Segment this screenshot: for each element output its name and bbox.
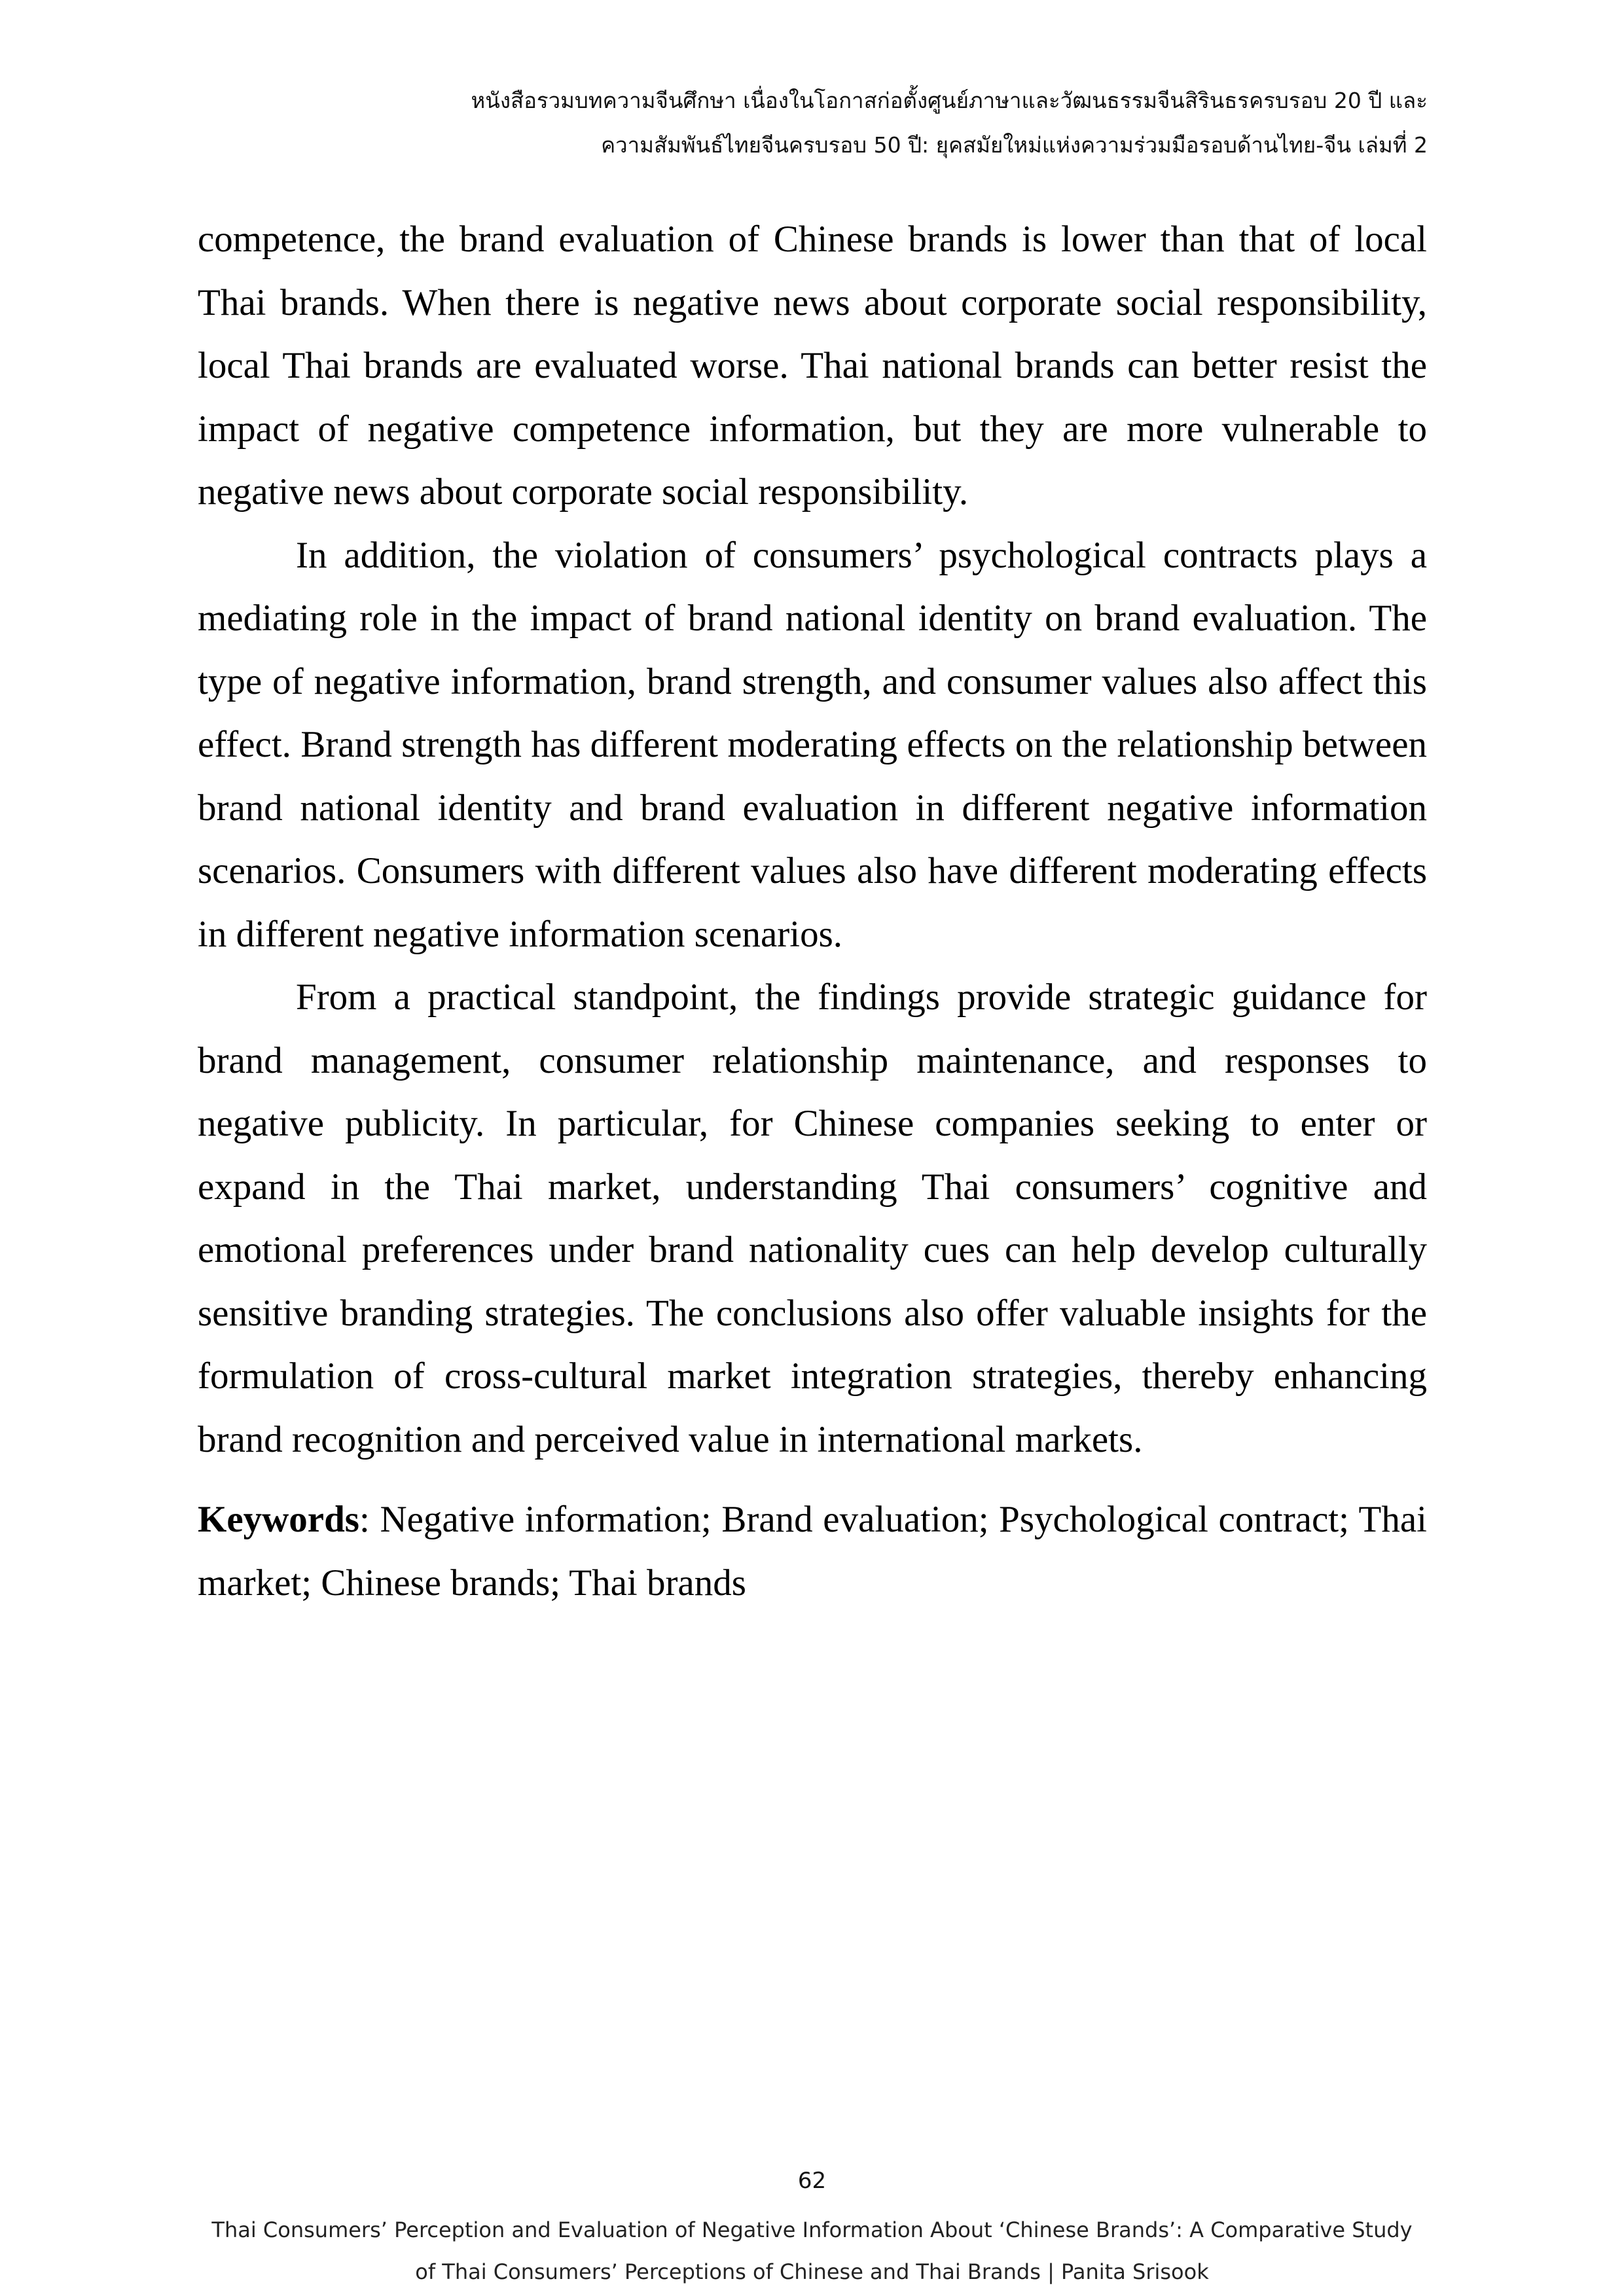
paragraph-2: In addition, the violation of consumers’ psychological contracts plays a mediating role in the impact of brand national identity on brand evaluation. The type of negative information, brand strength, and consumer values also affect this effect. Brand strength has different moderating effects on the relationship between brand national identity and brand evaluation in different negative information scenarios. Consumers with different values also have different moderating effects in different negative information scenarios. <box>198 534 1427 955</box>
running-header-line-1: หนังสือรวมบทความจีนศึกษา เนื่องในโอกาสก่อตั้งศูนย์ภาษาและวัฒนธรรมจีนสิรินธรครบรอบ 20 ปี และ <box>471 88 1428 113</box>
running-footer-line-1: Thai Consumers’ Perception and Evaluation of Negative Information About ‘Chinese Brands’: A Comparative Study <box>211 2217 1413 2242</box>
running-header <box>184 79 1428 168</box>
keywords-label: Keywords <box>198 1499 359 1540</box>
running-footer <box>0 2209 1624 2293</box>
running-footer-line-2: of Thai Consumers’ Perceptions of Chinese and Thai Brands | Panita Srisook <box>415 2259 1209 2284</box>
page-number: 62 <box>797 2168 827 2194</box>
keywords-list: : Negative information; Brand evaluation; Psychological contract; Thai market; Chinese brands; Thai brands <box>198 1499 1427 1604</box>
keywords-paragraph <box>198 1488 1427 1615</box>
paragraph-3: From a practical standpoint, the findings provide strategic guidance for brand management, consumer relationship maintenance, and responses to negative publicity. In particular, for Chinese companies seeking to enter or expand in the Thai market, understanding Thai consumers’ cognitive and emotional preferences under brand nationality cues can help develop culturally sensitive branding strategies. The conclusions also offer valuable insights for the formulation of cross-cultural market integration strategies, thereby enhancing brand recognition and perceived value in international markets. <box>198 977 1427 1460</box>
paragraph-1: competence, the brand evaluation of Chinese brands is lower than that of local Thai brands. When there is negative news about corporate social responsibility, local Thai brands are evaluated worse. Thai national brands can better resist the impact of negative competence information, but they are more vulnerable to negative news about corporate social responsibility. <box>198 219 1427 512</box>
body-text <box>198 208 1427 1615</box>
running-header-line-2: ความสัมพันธ์ไทยจีนครบรอบ 50 ปี: ยุคสมัยใหม่แห่งความร่วมมือรอบด้านไทย-จีน เล่มที่ 2 <box>601 132 1428 158</box>
